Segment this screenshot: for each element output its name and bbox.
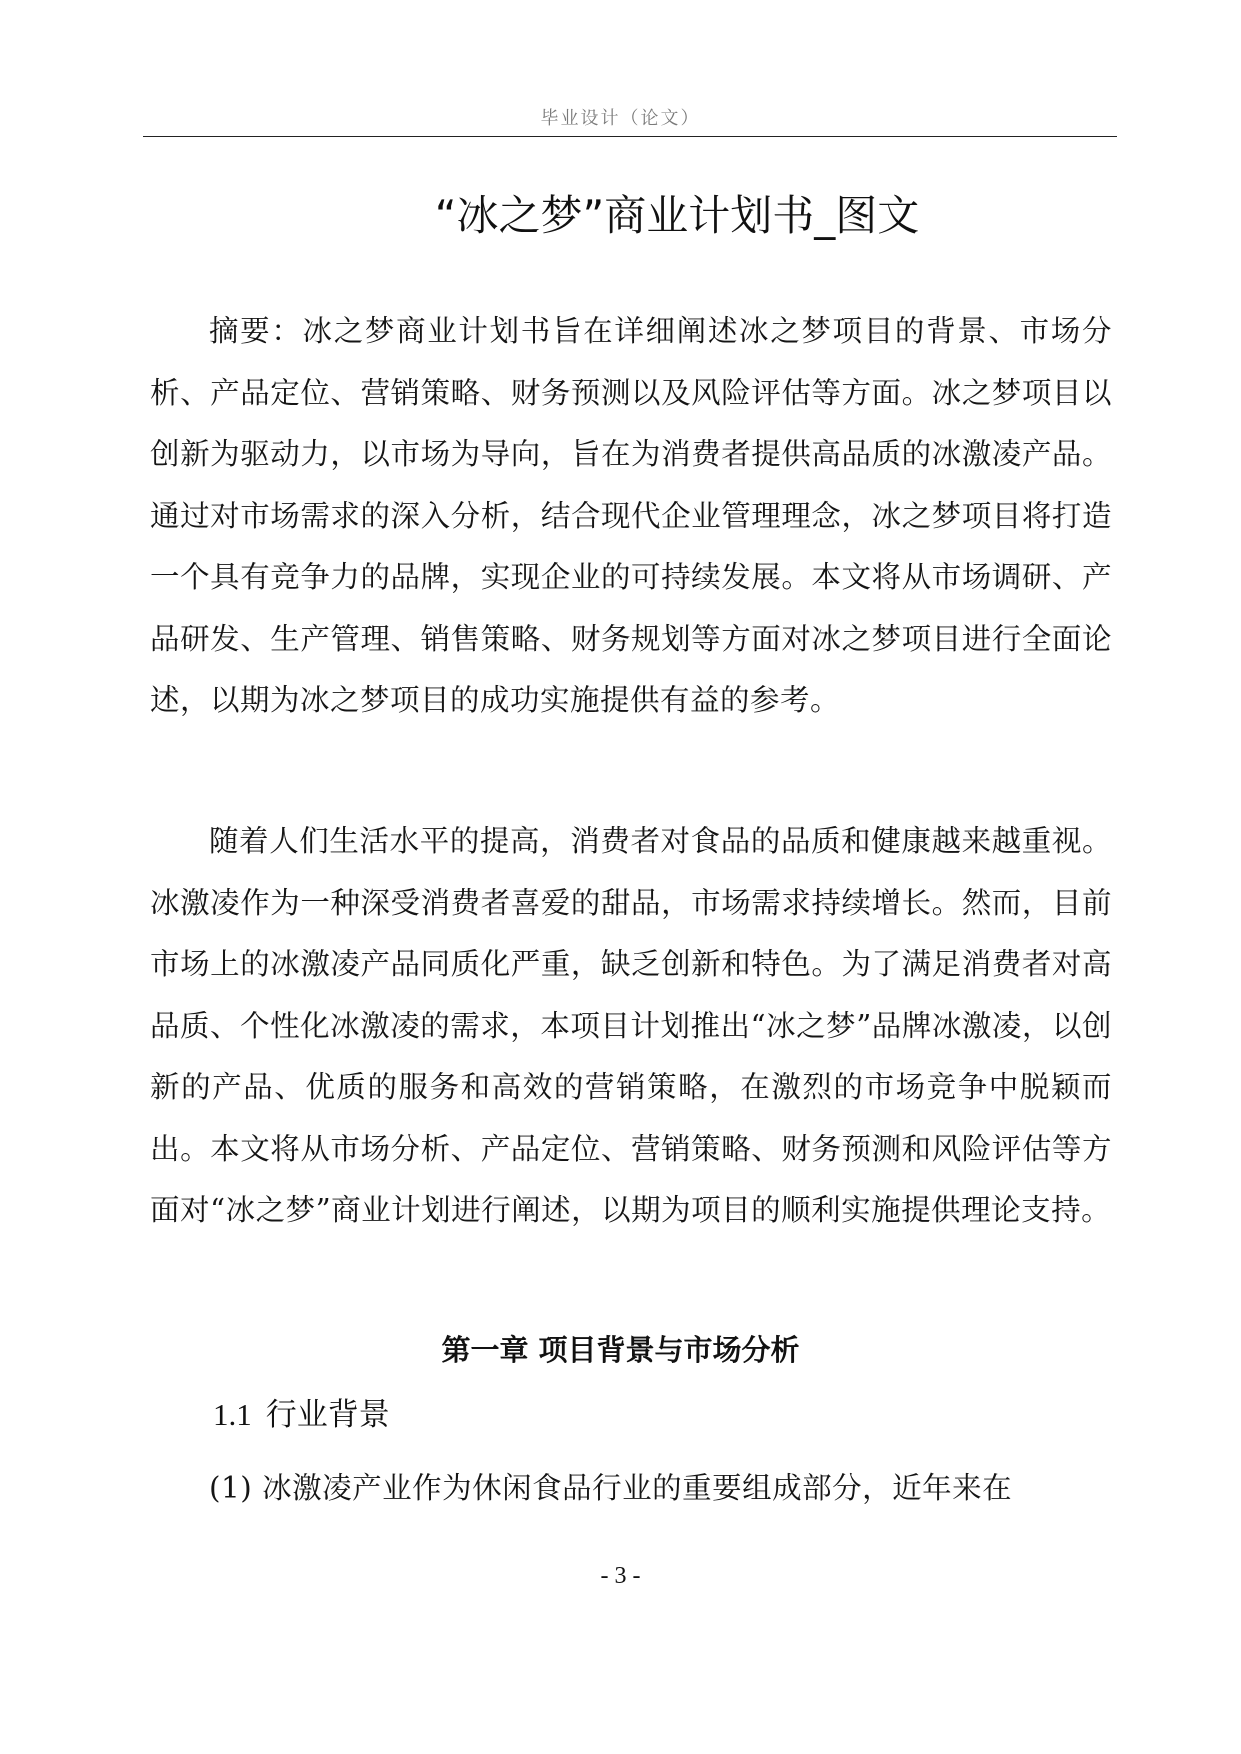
running-header: 毕业设计（论文） xyxy=(540,108,701,129)
chapter-heading: 第一章 项目背景与市场分析 xyxy=(441,1333,800,1367)
item-paragraph: (1) 冰激凌产业作为休闲食品行业的重要组成部分，近年来在 xyxy=(209,1471,1013,1505)
section-heading xyxy=(213,1390,390,1440)
section-number: 1.1 xyxy=(213,1397,252,1432)
document-title: “冰之梦”商业计划书_图文 xyxy=(434,191,920,240)
header-divider xyxy=(143,136,1117,137)
section-title: 行业背景 xyxy=(265,1397,390,1433)
intro-paragraph: 随着人们生活水平的提高，消费者对食品的品质和健康越来越重视。冰激凌作为一种深受消费者喜爱的甜品，市场需求持续增长。然而，目前市场上的冰激凌产品同质化严重，缺乏创新和特色。为了满足消费者对高品质、个性化冰激凌的需求，本项目计划推出“冰之梦”品牌冰激凌，以创新的产品、优质的服务和高效的营销策略，在激烈的市场竞争中脱颖而出。本文将从市场分析、产品定位、营销策略、财务预测和风险评估等方面对“冰之梦”商业计划进行阐述，以期为项目的顺利实施提供理论支持。 xyxy=(150,824,1112,1227)
page-number: - 3 - xyxy=(600,1563,641,1589)
abstract-paragraph: 摘要：冰之梦商业计划书旨在详细阐述冰之梦项目的背景、市场分析、产品定位、营销策略、财务预测以及风险评估等方面。冰之梦项目以创新为驱动力，以市场为导向，旨在为消费者提供高品质的冰激凌产品。通过对市场需求的深入分析，结合现代企业管理理念，冰之梦项目将打造一个具有竞争力的品牌，实现企业的可持续发展。本文将从市场调研、产品研发、生产管理、销售策略、财务规划等方面对冰之梦项目进行全面论述，以期为冰之梦项目的成功实施提供有益的参考。 xyxy=(150,314,1112,717)
